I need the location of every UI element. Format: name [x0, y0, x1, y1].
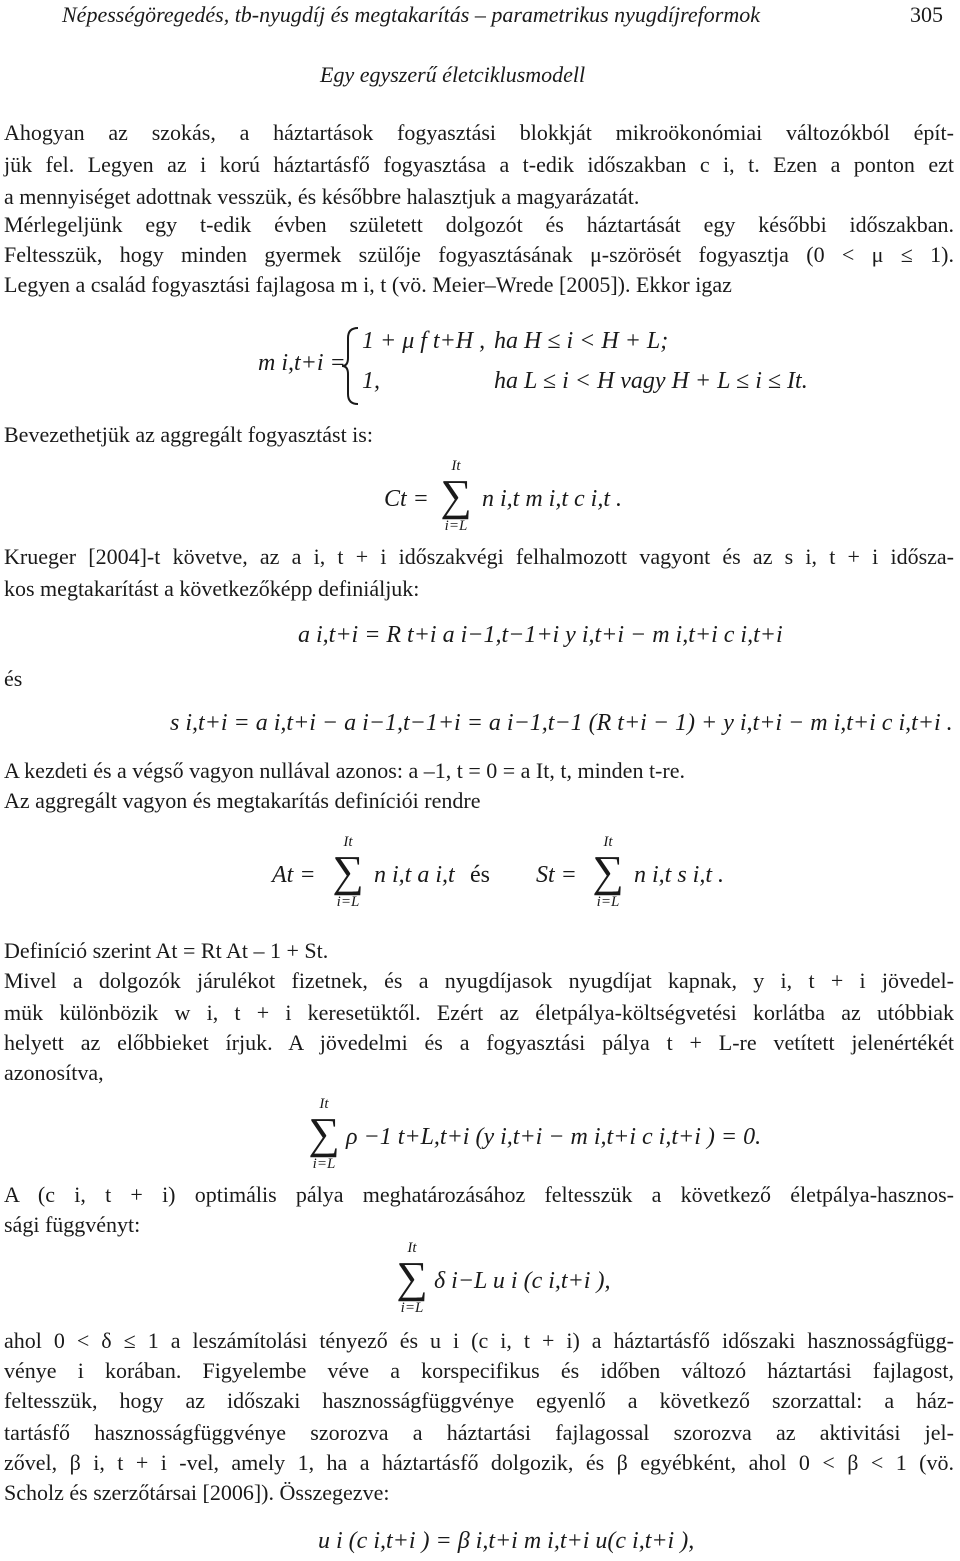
paragraph-line: Scholz és szerzőtársai [2006]). Összegezve:	[4, 1480, 390, 1505]
paragraph-line: jük fel. Legyen az i korú háztartásfő fogyasztása a t-edik időszakban c i, t. Ezen a ponton ezt	[4, 152, 954, 177]
equation-A-lhs: At =	[272, 862, 316, 888]
equation-u: u i (c i,t+i ) = β i,t+i m i,t+i u(c i,t+i ),	[318, 1528, 695, 1554]
equation-case1-expr: 1 + μ f t+H ,	[362, 328, 486, 354]
equation-case2-cond: ha L ≤ i < H vagy H + L ≤ i ≤ It.	[494, 368, 808, 394]
left-brace	[340, 326, 362, 406]
paragraph-line: azonosítva,	[4, 1060, 104, 1085]
equation-and: és	[470, 862, 490, 888]
equation-delta-body: δ i−L u i (c i,t+i ),	[434, 1268, 611, 1294]
paragraph-line: Feltesszük, hogy minden gyermek szülője fogyasztásának μ-szörösét fogyasztja (0 < μ ≤ 1).	[4, 242, 954, 267]
section-title: Egy egyszerű életciklusmodell	[320, 62, 586, 87]
sum-symbol: It ∑ i=L	[396, 1240, 428, 1316]
sum-symbol: It ∑ i=L	[592, 834, 624, 910]
paragraph-line: kos megtakarítást a következőképp definiáljuk:	[4, 576, 420, 601]
equation-A-rhs: n i,t a i,t	[374, 862, 455, 888]
equation-rhs: n i,t m i,t c i,t .	[482, 486, 622, 512]
paragraph-line: A (c i, t + i) optimális pálya meghatározásához feltesszük a következő életpálya-hasznos-	[4, 1182, 954, 1207]
paragraph-line: Bevezethetjük az aggregált fogyasztást is:	[4, 422, 373, 447]
paragraph-line: Definíció szerint At = Rt At – 1 + St.	[4, 938, 329, 963]
equation-s: s i,t+i = a i,t+i − a i−1,t−1+i = a i−1,t−1 (R t+i − 1) + y i,t+i − m i,t+i c i,t+i .	[170, 710, 953, 736]
paragraph-line: A kezdeti és a végső vagyon nullával azonos: a –1, t = 0 = a It, t, minden t-re.	[4, 758, 685, 783]
running-title: Népességöregedés, tb-nyugdíj és megtakarítás – parametrikus nyugdíjreformok	[62, 2, 760, 27]
paragraph-line: feltesszük, hogy az időszaki hasznosságfüggvénye egyenlő a következő szorzattal: a ház-	[4, 1388, 954, 1413]
sum-symbol: It ∑ i=L	[440, 458, 472, 534]
paragraph-line: mük különbözik w i, t + i keresetüktől. Ezért az életpálya-költségvetési korlátba az utóbbiak	[4, 1000, 954, 1025]
paragraph-line: ahol 0 < δ ≤ 1 a leszámítolási tényező és u i (c i, t + i) a háztartásfő időszaki hasznosságfügg-	[4, 1328, 954, 1353]
paragraph-line: helyett az előbbieket írjuk. A jövedelmi és a fogyasztási pálya t + L-re vetített jelenértékét	[4, 1030, 954, 1055]
paragraph-line: Legyen a család fogyasztási fajlagosa m i, t (vö. Meier–Wrede [2005]). Ekkor igaz	[4, 272, 732, 297]
paragraph-line: sági függvényt:	[4, 1212, 141, 1237]
paragraph-line: Az aggregált vagyon és megtakarítás definíciói rendre	[4, 788, 481, 813]
equation-case1-cond: ha H ≤ i < H + L;	[494, 328, 669, 354]
equation-S-lhs: St =	[536, 862, 577, 888]
paragraph-line: Ahogyan az szokás, a háztartások fogyasztási blokkját mikroökonómiai változókból épít-	[4, 120, 954, 145]
paragraph-line: Krueger [2004]-t követve, az a i, t + i időszakvégi felhalmozott vagyont és az s i, t + i idősza-	[4, 544, 954, 569]
sum-symbol: It ∑ i=L	[332, 834, 364, 910]
paragraph-line: a mennyiséget adottnak vesszük, és későbbre halasztjuk a magyarázatát.	[4, 184, 640, 209]
page-number: 305	[910, 2, 943, 27]
paragraph-line: és	[4, 666, 23, 691]
equation-rho-body: ρ −1 t+L,t+i (y i,t+i − m i,t+i c i,t+i ) = 0.	[346, 1124, 762, 1150]
paragraph-line: zővel, β i, t + i -vel, amely 1, ha a háztartásfő dolgozik, és β egyébként, ahol 0 < β < 1 (vö.	[4, 1450, 954, 1475]
paragraph-line: Mivel a dolgozók járulékot fizetnek, és a nyugdíjasok nyugdíjat kapnak, y i, t + i jövedel-	[4, 968, 954, 993]
sum-symbol: It ∑ i=L	[308, 1096, 340, 1172]
paragraph-line: tartásfő hasznosságfüggvénye szorozva a háztartási fajlagossal szorozva az aktivitási jel-	[4, 1420, 954, 1445]
equation-case2-expr: 1,	[362, 368, 380, 394]
equation-lhs: m i,t+i =	[258, 350, 346, 376]
paragraph-line: Mérlegeljünk egy t-edik évben született dolgozót és háztartását egy későbbi időszakban.	[4, 212, 954, 237]
equation-lhs: Ct =	[384, 486, 429, 512]
equation-S-rhs: n i,t s i,t .	[634, 862, 725, 888]
paragraph-line: vénye i korában. Figyelembe véve a korspecifikus és időben változó háztartási fajlagost,	[4, 1358, 954, 1383]
equation-a: a i,t+i = R t+i a i−1,t−1+i y i,t+i − m i,t+i c i,t+i	[298, 622, 783, 648]
